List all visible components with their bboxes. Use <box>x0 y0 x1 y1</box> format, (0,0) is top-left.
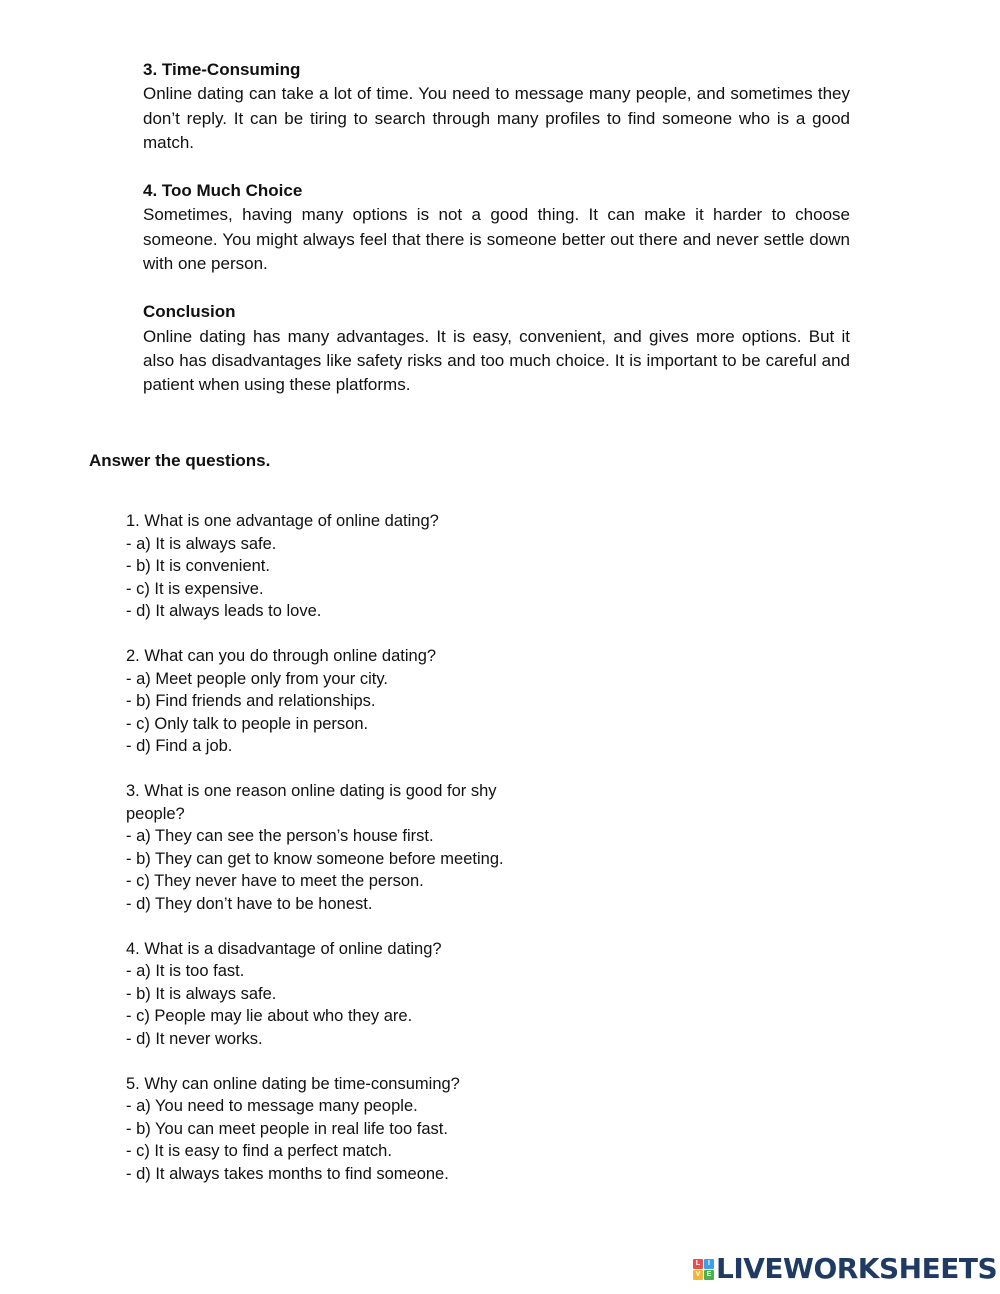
section-heading: 4. Too Much Choice <box>143 181 303 201</box>
answer-option-c[interactable]: - c) People may lie about who they are. <box>126 1007 413 1025</box>
question-list <box>126 510 527 1208</box>
liveworksheets-logo <box>693 1252 997 1286</box>
logo-mark-icon <box>693 1259 714 1280</box>
answer-option-d[interactable]: - d) It never works. <box>126 1029 263 1048</box>
answer-option-d[interactable]: - d) It always leads to love. <box>126 602 322 620</box>
answer-option-b[interactable]: - b) Find friends and relationships. <box>126 692 376 710</box>
logo-tile: L <box>693 1259 703 1269</box>
question-3 <box>126 780 527 915</box>
answer-option-c[interactable]: - c) It is easy to find a perfect match. <box>126 1142 392 1160</box>
section-heading: 3. Time-Consuming <box>143 60 301 79</box>
questions-heading: Answer the questions. <box>89 451 271 470</box>
question-text: 2. What can you do through online dating? <box>126 647 437 665</box>
answer-option-a[interactable]: - a) You need to message many people. <box>126 1097 418 1115</box>
answer-option-d[interactable]: - d) They don’t have to be honest. <box>126 894 373 913</box>
section-time-consuming <box>143 58 850 155</box>
answer-option-a[interactable]: - a) It is too fast. <box>126 962 245 980</box>
section-body: Online dating has many advantages. It is easy, convenient, and gives more options. But it also has disadvantages like safety risks and too much choice. It is important to be careful and patient when using these platforms. <box>143 326 850 395</box>
section-conclusion <box>143 300 850 397</box>
logo-tile: V <box>693 1270 703 1280</box>
answer-option-b[interactable]: - b) It is convenient. <box>126 557 270 575</box>
answer-option-c[interactable]: - c) They never have to meet the person. <box>126 872 424 890</box>
question-text: 4. What is a disadvantage of online dating? <box>126 939 442 958</box>
question-text: 3. What is one reason online dating is good for shy people? <box>126 782 497 823</box>
answer-option-b[interactable]: - b) It is always safe. <box>126 984 277 1003</box>
answer-option-a[interactable]: - a) They can see the person’s house first. <box>126 827 434 845</box>
logo-tile: E <box>704 1270 714 1280</box>
question-5 <box>126 1073 527 1186</box>
reading-passage <box>143 58 850 422</box>
logo-wordmark: LIVEWORKSHEETS <box>716 1252 998 1285</box>
logo-tile: I <box>704 1259 714 1269</box>
section-heading: Conclusion <box>143 302 236 322</box>
answer-option-d[interactable]: - d) It always takes months to find someone. <box>126 1164 449 1183</box>
question-text: 5. Why can online dating be time-consuming? <box>126 1074 460 1093</box>
question-text: 1. What is one advantage of online dating? <box>126 512 439 530</box>
answer-option-d[interactable]: - d) Find a job. <box>126 737 233 755</box>
answer-option-b[interactable]: - b) They can get to know someone before meeting. <box>126 849 504 868</box>
answer-option-b[interactable]: - b) You can meet people in real life too fast. <box>126 1119 448 1138</box>
question-4 <box>126 938 527 1051</box>
section-too-much-choice <box>143 179 850 276</box>
answer-option-c[interactable]: - c) It is expensive. <box>126 579 264 598</box>
answer-option-a[interactable]: - a) It is always safe. <box>126 534 277 553</box>
section-body: Sometimes, having many options is not a good thing. It can make it harder to choose someone. You might always feel that there is someone better out there and never settle down with one person. <box>143 205 850 274</box>
question-1 <box>126 510 527 623</box>
section-body: Online dating can take a lot of time. You need to message many people, and sometimes they don’t reply. It can be tiring to search through many profiles to find someone who is a good match. <box>143 84 850 152</box>
answer-option-a[interactable]: - a) Meet people only from your city. <box>126 669 388 688</box>
question-2 <box>126 645 527 758</box>
answer-option-c[interactable]: - c) Only talk to people in person. <box>126 714 369 733</box>
